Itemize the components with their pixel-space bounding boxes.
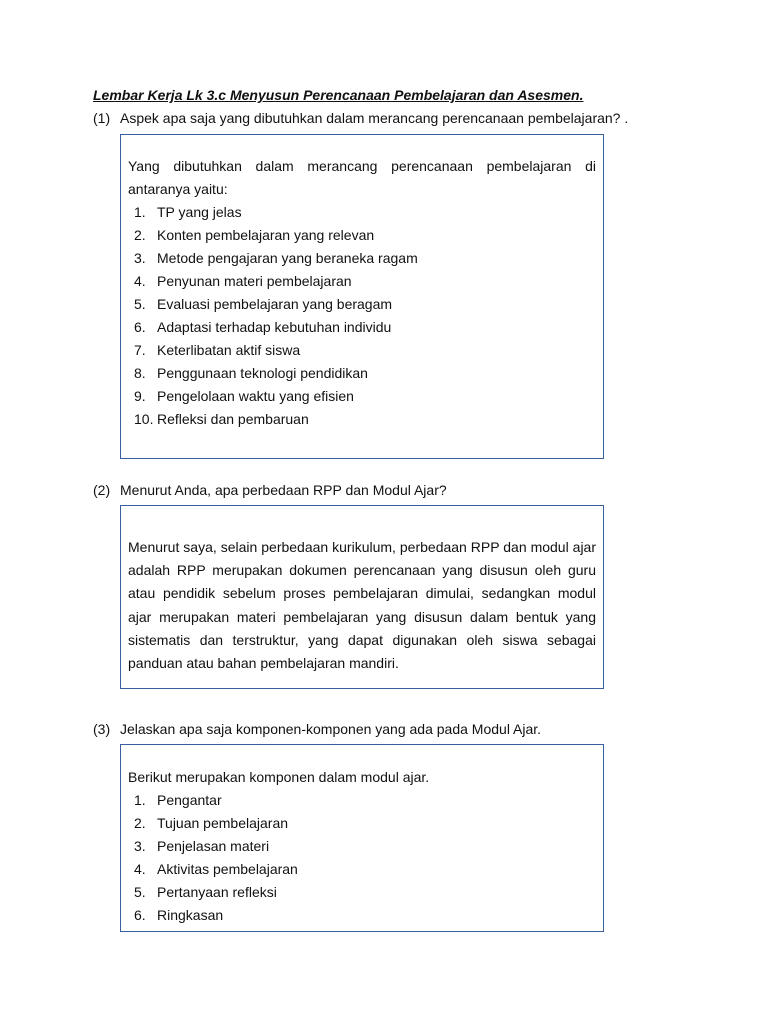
list-item <box>128 858 596 881</box>
question-2 <box>93 482 713 498</box>
list-item-text: Aktivitas pembelajaran <box>157 861 298 877</box>
question-3-text: Jelaskan apa saja komponen-komponen yang ada pada Modul Ajar. <box>120 721 542 737</box>
list-item-text: Pengantar <box>157 792 222 808</box>
list-item-text: Penyunan materi pembelajaran <box>157 273 352 289</box>
list-item <box>128 224 596 247</box>
question-2-text: Menurut Anda, apa perbedaan RPP dan Modul Ajar? <box>120 482 447 498</box>
list-item-text: Evaluasi pembelajaran yang beragam <box>157 296 393 312</box>
list-item-text: Adaptasi terhadap kebutuhan individu <box>157 319 392 335</box>
list-item-text: Metode pengajaran yang beraneka ragam <box>157 250 418 266</box>
list-item <box>128 316 596 339</box>
list-item-number: 2. <box>134 815 146 831</box>
question-3 <box>93 721 713 737</box>
list-item <box>128 385 596 408</box>
list-item <box>128 812 596 835</box>
list-item-text: Keterlibatan aktif siswa <box>157 342 301 358</box>
list-item <box>128 408 596 431</box>
list-item-number: 3. <box>134 250 146 266</box>
question-2-number: (2) <box>93 482 111 498</box>
answer-3-intro: Berikut merupakan komponen dalam modul ajar. <box>128 769 430 785</box>
list-item-number: 9. <box>134 388 146 404</box>
list-item-number: 6. <box>134 319 146 335</box>
list-item-text: Pengelolaan waktu yang efisien <box>157 388 354 404</box>
list-item-number: 1. <box>134 204 146 220</box>
list-item-number: 10. <box>134 411 154 427</box>
list-item-text: Refleksi dan pembaruan <box>157 411 309 427</box>
list-item-text: Penggunaan teknologi pendidikan <box>157 365 368 381</box>
list-item-number: 4. <box>134 273 146 289</box>
answer-box-3 <box>120 744 604 932</box>
answer-box-2 <box>120 505 604 689</box>
list-item-text: Pertanyaan refleksi <box>157 884 277 900</box>
list-item-text: TP yang jelas <box>157 204 242 220</box>
list-item-text: Tujuan pembelajaran <box>157 815 289 831</box>
answer-1-intro: Yang dibutuhkan dalam merancang perencanaan pembelajaran di antaranya yaitu: <box>128 158 596 197</box>
list-item-number: 8. <box>134 365 146 381</box>
list-item-text: Ringkasan <box>157 907 224 923</box>
question-1-text: Aspek apa saja yang dibutuhkan dalam merancang perencanaan pembelajaran? . <box>120 110 629 126</box>
document-title: Lembar Kerja Lk 3.c Menyusun Perencanaan Pembelajaran dan Asesmen. <box>93 87 584 103</box>
list-item-number: 1. <box>134 792 146 808</box>
list-item <box>128 904 596 927</box>
question-1 <box>93 110 713 126</box>
list-item-number: 5. <box>134 296 146 312</box>
list-item <box>128 247 596 270</box>
answer-2-text: Menurut saya, selain perbedaan kurikulum, perbedaan RPP dan modul ajar adalah RPP merupakan dokumen perencanaan yang disusun oleh guru atau pendidik sebelum proses pembelajaran dimulai, sedangkan modul ajar merupakan materi pembelajaran yang disusun dalam bentuk yang sistematis dan terstruktur, yang dapat digunakan oleh siswa sebagai panduan atau bahan pembelajaran mandiri. <box>128 539 596 672</box>
answer-1-list <box>128 201 596 431</box>
list-item <box>128 270 596 293</box>
list-item-number: 4. <box>134 861 146 877</box>
list-item <box>128 339 596 362</box>
list-item <box>128 362 596 385</box>
list-item <box>128 835 596 858</box>
list-item-text: Konten pembelajaran yang relevan <box>157 227 375 243</box>
list-item-number: 6. <box>134 907 146 923</box>
answer-3-list <box>128 789 596 927</box>
question-1-number: (1) <box>93 110 111 126</box>
list-item-text: Penjelasan materi <box>157 838 270 854</box>
list-item <box>128 201 596 224</box>
list-item <box>128 293 596 316</box>
list-item-number: 2. <box>134 227 146 243</box>
list-item <box>128 881 596 904</box>
answer-box-1 <box>120 134 604 459</box>
list-item-number: 3. <box>134 838 146 854</box>
list-item-number: 7. <box>134 342 146 358</box>
question-3-number: (3) <box>93 721 111 737</box>
list-item <box>128 789 596 812</box>
list-item-number: 5. <box>134 884 146 900</box>
